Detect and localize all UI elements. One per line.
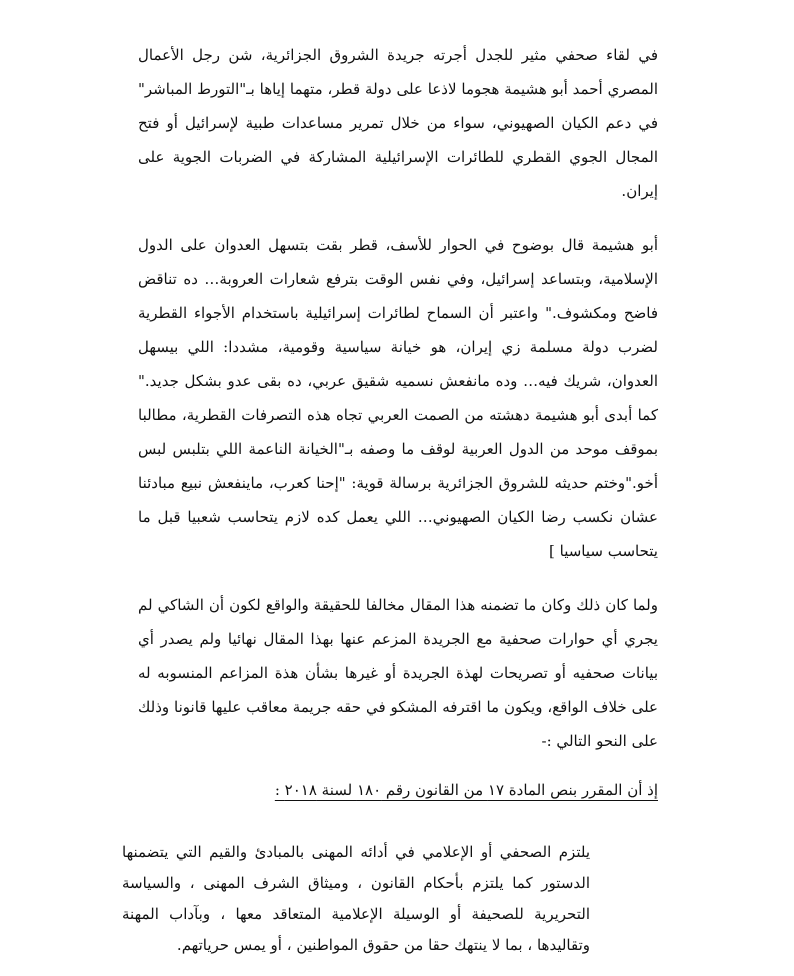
law-article-heading: إذ أن المقرر بنص المادة ١٧ من القانون رقم ١٨٠ لسنة ٢٠١٨ : — [274, 781, 658, 799]
document-page — [122, 38, 659, 976]
paragraph-spacer — [138, 804, 658, 822]
paragraph-spacer — [138, 568, 658, 588]
paragraph-legal-argument: ولما كان ذلك وكان ما تضمنه هذا المقال مخالفا للحقيقة والواقع لكون أن الشاكي لم يجري أي حوارات صحفية مع الجريدة المزعم عنها بهذا المقال نهائيا ولم يصدر أي بيانات صحفيه أو تصريحات لهذة الجريدة أو غيرها بشأن هذة المزاعم المنسوبه له على خلاف الواقع، ويكون ما اقترفه المشكو في حقه جريمة معاقب عليها قانونا وذلك على النحو التالي :- — [138, 596, 659, 750]
law-article-quote: يلتزم الصحفي أو الإعلامي في أدائه المهنى بالمبادئ والقيم التي يتضمنها الدستور كما يلتزم بأحكام القانون ، وميثاق الشرف المهنى ، والسياسة التحريرية للصحيفة أو الوسيلة الإعلامية المتعاقد معها ، وبآداب المهنة وتقاليدها ، بما لا ينتهك حقا من حقوق المواطنين ، أو يمس حرياتهم. — [122, 843, 590, 954]
paragraph-spacer — [138, 208, 658, 228]
paragraph-spacer — [138, 758, 658, 776]
paragraph-intro: في لقاء صحفي مثير للجدل أجرته جريدة الشروق الجزائرية، شن رجل الأعمال المصري أحمد أبو هشيمة هجوما لاذعا على دولة قطر، متهما إياها بـ"التورط المباشر" في دعم الكيان الصهيوني، سواء من خلال تمرير مساعدات طبية لإسرائيل أو فتح المجال الجوي القطري للطائرات الإسرائيلية المشاركة في الضربات الجوية على إيران. — [138, 46, 658, 200]
paragraph-interview-quotes: أبو هشيمة قال بوضوح في الحوار للأسف، قطر بقت بتسهل العدوان على الدول الإسلامية، وبتساعد إسرائيل، وفي نفس الوقت بترفع شعارات العروبة… ده تناقض فاضح ومكشوف." واعتبر أن السماح لطائرات إسرائيلية باستخدام الأجواء القطرية لضرب دولة مسلمة زي إيران، هو خيانة سياسية وقومية، مشددا: اللي بيسهل العدوان، شريك فيه… وده مانفعش نسميه شقيق عربي، ده بقى عدو بشكل جديد." كما أبدى أبو هشيمة دهشته من الصمت العربي تجاه هذه التصرفات القطرية، مطالبا بموقف موحد من الدول العربية لوقف ما وصفه بـ"الخيانة الناعمة اللي بتلبس لبس أخو."وختم حديثه للشروق الجزائرية برسالة قوية: "إحنا كعرب، ماينفعش نبيع مبادئنا عشان نكسب رضا الكيان الصهيوني… اللي يعمل كده لازم يتحاسب شعبيا قبل ما يتحاسب سياسيا ] — [138, 236, 658, 560]
